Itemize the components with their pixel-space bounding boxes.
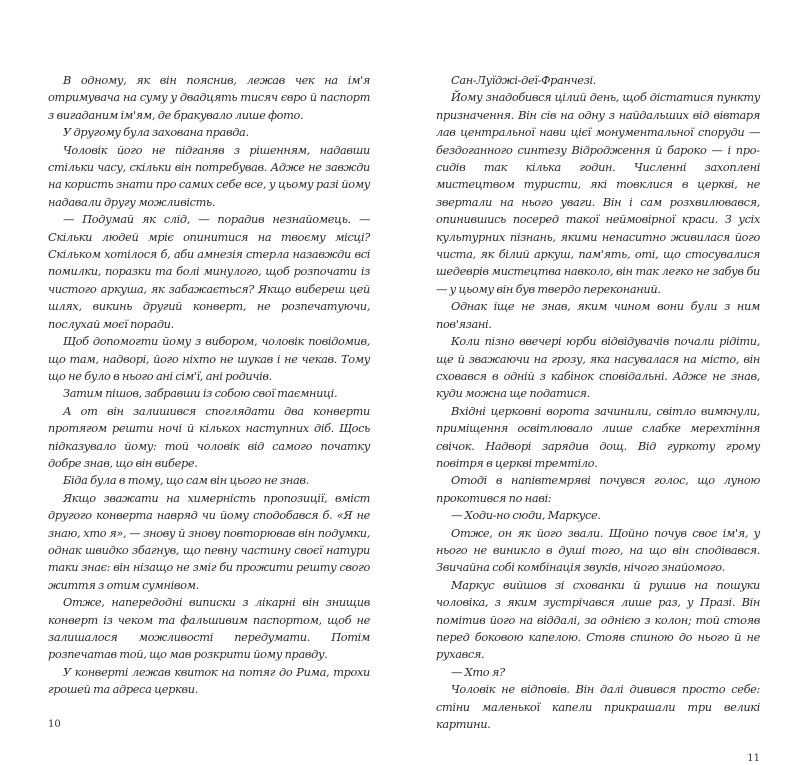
paragraph: У конверті лежав квиток на потяг до Рима, трохи грошей та адреса церкви. (48, 664, 370, 697)
paragraph: — Хто я? (451, 664, 505, 679)
right-page-text (436, 72, 760, 733)
paragraph: Йому знадобився цілий день, щоб дістатися пункту призначення. Він сів на одну з найдальших від вівтаря лав центральної нави цієї монументальної споруди — бездоганного синтезу Відродження й бароко — і просидів так кілька годин. Численні захоплені мистецтвом туристи, які товклися в церкві, не звертали на нього уваги. Він і сам розхвилювався, опинившись посеред такої неймовірної краси. З усіх культурних пізнань, якими ненаситно живилася його чиста, як білий аркуш, пам'ять, оті, що стосувалися шедеврів мистецтва навколо, він так легко не забув би — у цьому він був твердо переконаний. (436, 90, 760, 296)
paragraph: Якщо зважати на химерність пропозиції, вміст другого конверта навряд чи йому сподобався б. «Я не знаю, хто я», — знову й знову повторював він подумки, однак швидко збагнув, що певну частину своєї натури таки знає: він нізащо не зміг би прожити решту свого життя з отим сумнівом. (48, 490, 370, 592)
paragraph: У другому була захована правда. (63, 125, 249, 140)
paragraph: Біда була в тому, що сам він цього не знав. (63, 473, 309, 488)
paragraph: А от він залишився споглядати два конверти протягом решти ночі й кількох наступних діб. Щось підказувало йому: той чоловік від самого початку добре знав, що він вибере. (48, 403, 370, 470)
paragraph: Чоловік його не підганяв з рішенням, надавши стільки часу, скільки він потребував. Адже не завжди на користь знати про самих себе все, у цьому разі йому надавали другу можливість. (48, 142, 370, 209)
paragraph: Чоловік не відповів. Він далі дивився просто себе: стіни маленької капели прикрашали три великі картини. (436, 682, 760, 732)
paragraph: Сан-Луїджі-деї-Франчезі. (451, 73, 597, 87)
paragraph: Отоді в напівтемряві почувся голос, що луною прокотився по наві: (436, 473, 760, 505)
paragraph: Отже, он як його звали. Щойно почув своє ім'я, у нього не виникло в душі того, на що він сподівався. Звичайна собі комбінація звуків, нічого знайомого. (436, 525, 760, 575)
paragraph: Щоб допомогти йому з вибором, чоловік повідомив, що там, надворі, його ніхто не шукав і не чекав. Тому що не було в нього ані сім'ї, ані родичів. (48, 334, 370, 383)
paragraph: Маркус вийшов зі схованки й рушив на пошуки чоловіка, з яким зустрічався лише раз, у Празі. Він помітив його на віддалі, за однією з колон; той стояв перед боковою капелою. Стояв спиною до нього й не рухався. (436, 577, 760, 662)
right-page (400, 0, 800, 765)
page-number: 10 (48, 718, 61, 730)
paragraph: — Ходи-но сюди, Маркусе. (451, 508, 601, 523)
paragraph: Отже, напередодні виписки з лікарні він знищив конверт із чеком та фальшивим паспортом, щоб не залишалося можливості передумати. Потім розпечатав той, що мав розкрити йому правду. (48, 595, 370, 662)
paragraph: Вхідні церковні ворота зачинили, світло вимкнули, приміщення освітлювало лише слабке мерехтіння свічок. Надворі зарядив дощ. Від гуркоту грому повітря в церкві тремтіло. (436, 403, 760, 470)
paragraph: Однак іще не знав, яким чином вони були з ним пов'язані. (436, 299, 760, 331)
left-page-text (48, 72, 370, 699)
paragraph: — Подумай як слід, — порадив незнайомець. — Скільки людей мріє опинитися на твоєму місці? Скільком хотілося б, аби амнезія стерла назавжди всі помилки, поразки та болі минулого, щоб розпочати із чистого аркуша, як забажається? Якщо вибереш цей шлях, викинь другий конверт, не розпечатуючи, послухай моєї поради. (48, 212, 370, 331)
page-number: 11 (747, 753, 760, 765)
paragraph: В одному, як він пояснив, лежав чек на ім'я отримувача на суму у двадцять тисяч євро й паспорт з вигаданим ім'ям, де бракувало лише фото. (48, 73, 370, 122)
paragraph: Затим пішов, забравши із собою свої таємниці. (63, 386, 338, 401)
paragraph: Коли пізно ввечері юрби відвідувачів почали рідіти, ще й зважаючи на грозу, яка насувалася на місто, він сховався в одній з кабінок сповідальні. Адже не знав, куди можна ще податися. (436, 334, 760, 401)
